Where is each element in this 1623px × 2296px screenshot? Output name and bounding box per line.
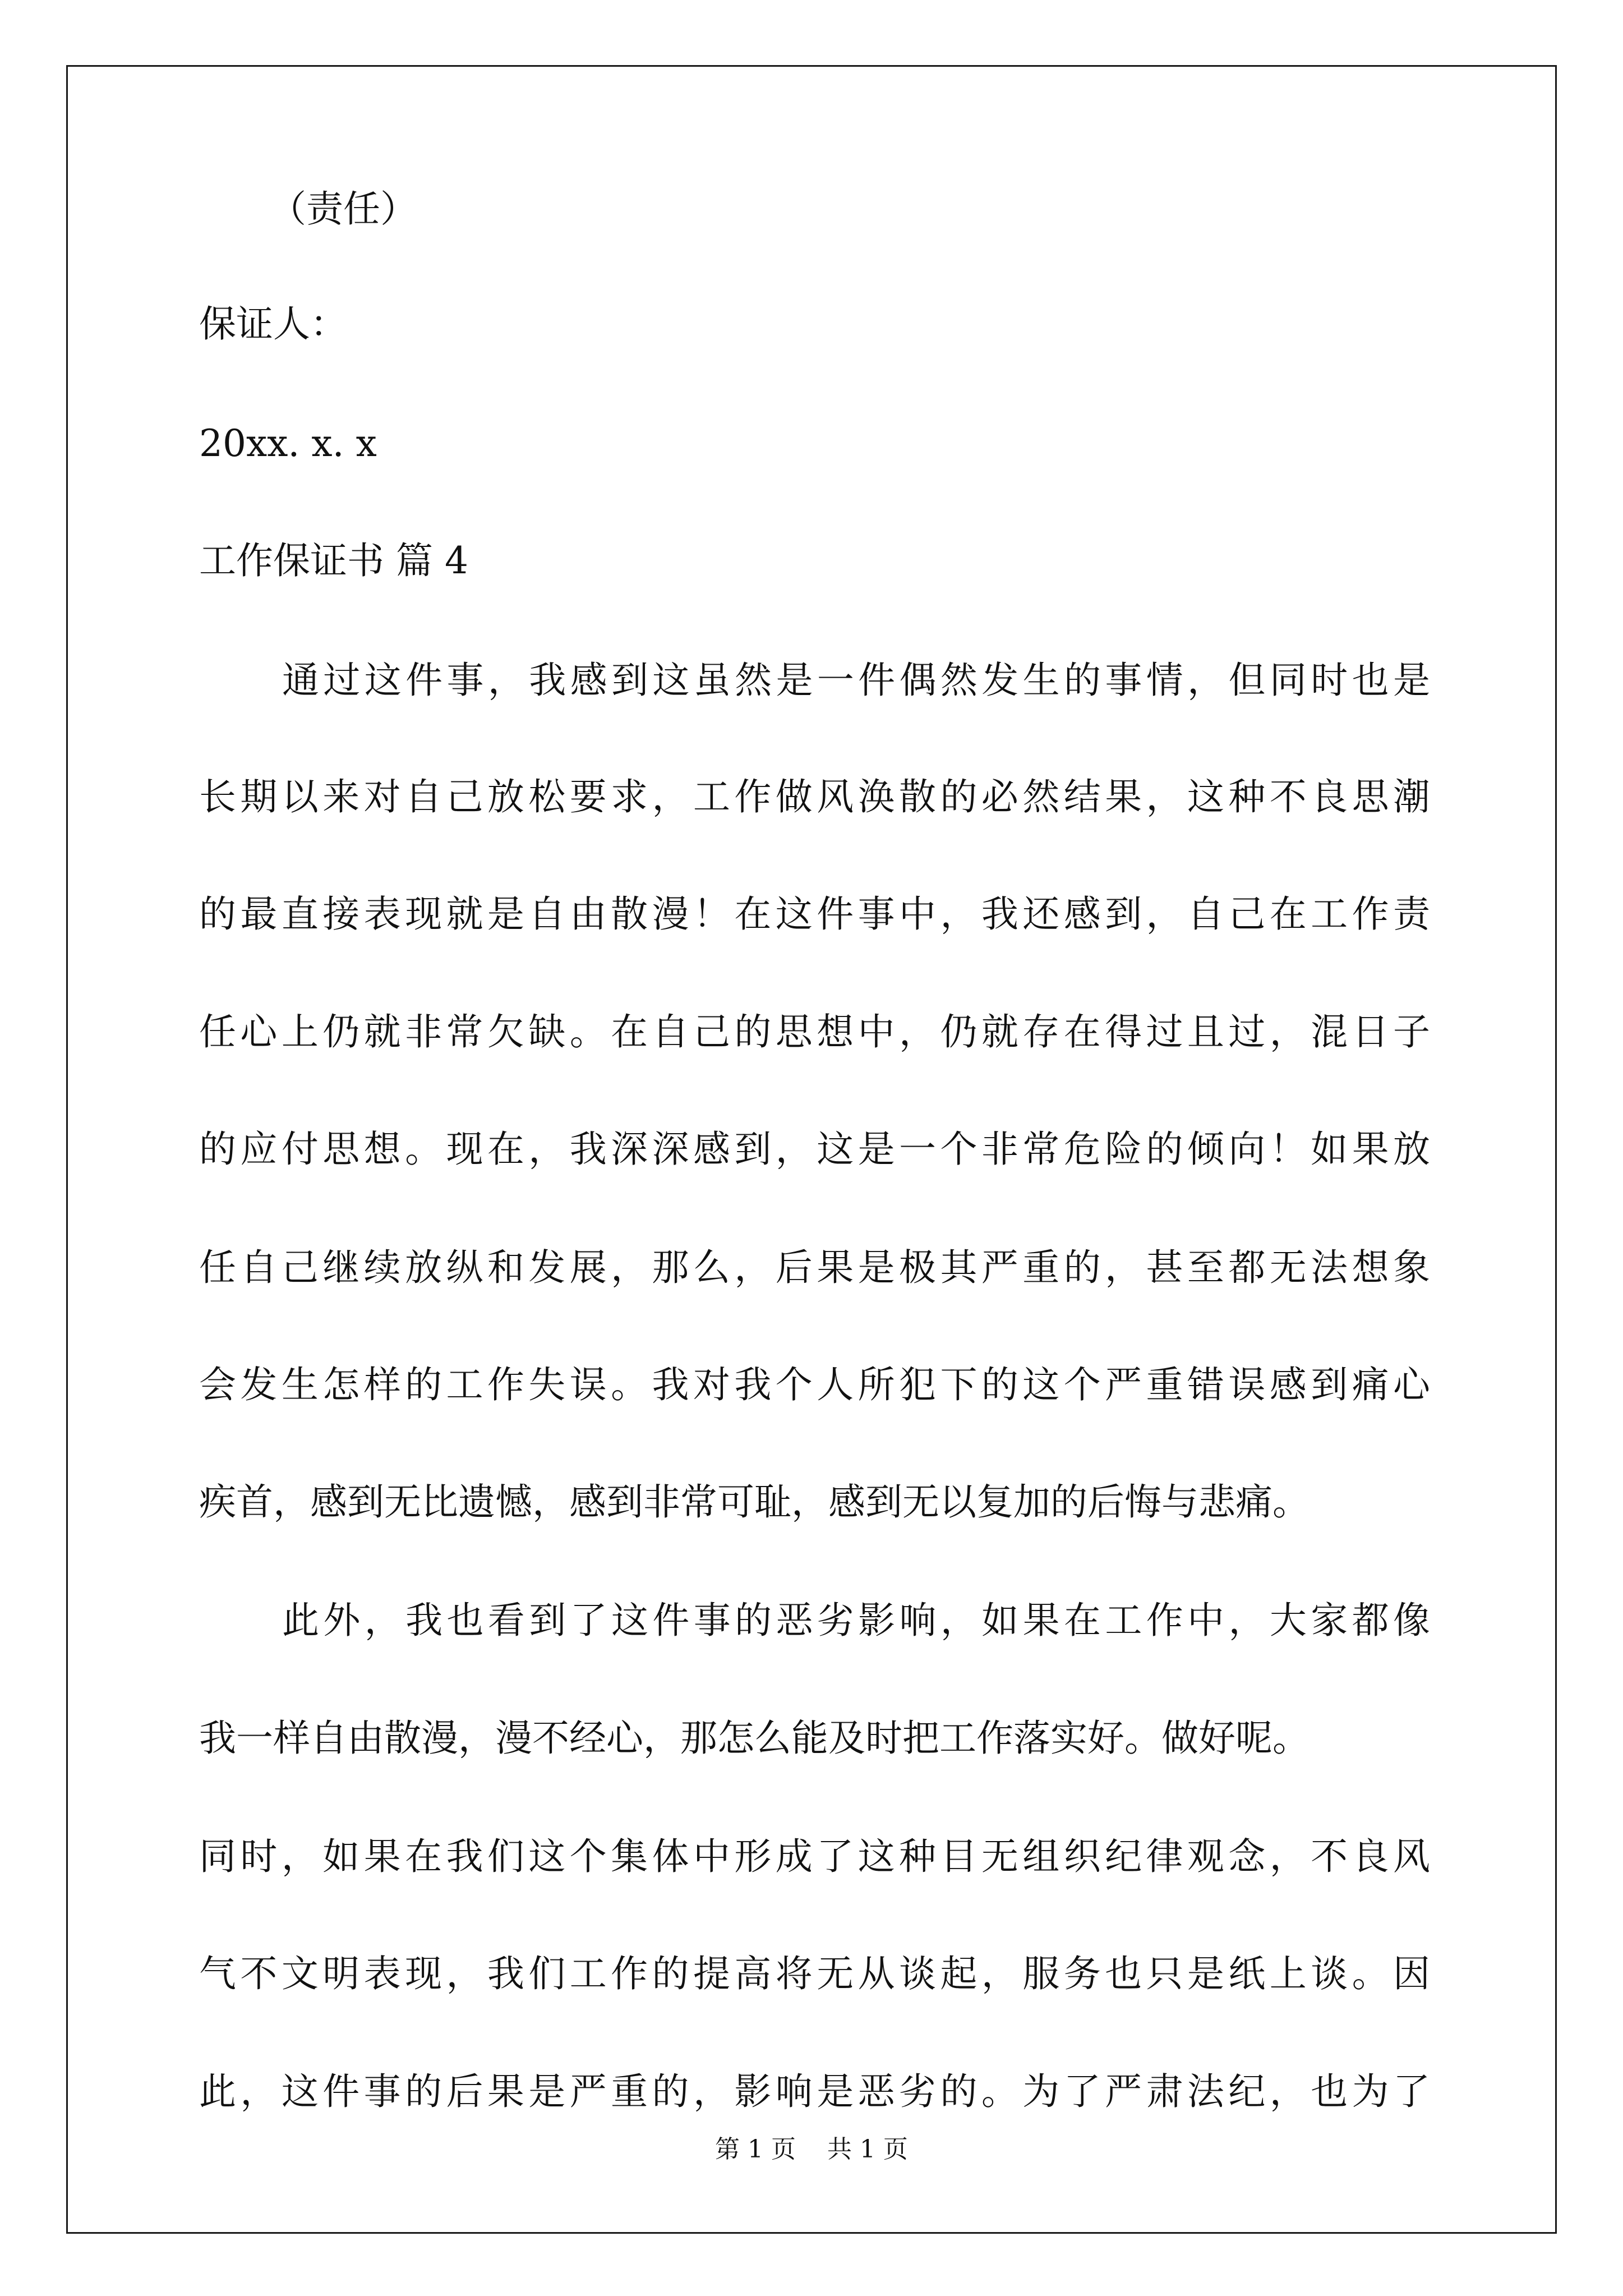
text-line-date: 20xx. x. x — [199, 422, 377, 465]
paragraph1-line: 的最直接表现就是自由散漫！在这件事中，我还感到，自己在工作责 — [199, 892, 1430, 936]
paragraph1-line: 会发生怎样的工作失误。我对我个人所犯下的这个严重错误感到痛心 — [199, 1363, 1430, 1406]
section-title: 工作保证书 篇 4 — [199, 539, 468, 582]
paragraph2-line: 同时，如果在我们这个集体中形成了这种目无组织纪律观念，不良风 — [199, 1835, 1430, 1878]
page-number-footer: 第 1 页 共 1 页 — [715, 2135, 908, 2164]
paragraph2-line: 我一样自由散漫，漫不经心，那怎么能及时把工作落实好。做好呢。 — [199, 1717, 1310, 1760]
paragraph2-line: 此外，我也看到了这件事的恶劣影响，如果在工作中，大家都像 — [282, 1599, 1430, 1642]
paragraph2-line: 此，这件事的后果是严重的，影响是恶劣的。为了严肃法纪，也为了 — [199, 2070, 1430, 2113]
paragraph1-line: 长期以来对自己放松要求，工作做风涣散的必然结果，这种不良思潮 — [199, 775, 1430, 818]
text-line-responsibility: （责任） — [269, 187, 417, 231]
paragraph1-line: 任心上仍就非常欠缺。在自己的思想中，仍就存在得过且过，混日子 — [199, 1010, 1430, 1053]
paragraph1-line: 任自己继续放纵和发展，那么，后果是极其严重的，甚至都无法想象 — [199, 1246, 1430, 1289]
paragraph1-line: 疾首，感到无比遗憾，感到非常可耻，感到无以复加的后悔与悲痛。 — [199, 1480, 1310, 1524]
paragraph1-line: 的应付思想。现在，我深深感到，这是一个非常危险的倾向！如果放 — [199, 1128, 1430, 1171]
paragraph1-line: 通过这件事，我感到这虽然是一件偶然发生的事情，但同时也是 — [282, 659, 1430, 702]
paragraph2-line: 气不文明表现，我们工作的提高将无从谈起，服务也只是纸上谈。因 — [199, 1952, 1430, 1995]
text-line-guarantor: 保证人： — [199, 302, 347, 346]
